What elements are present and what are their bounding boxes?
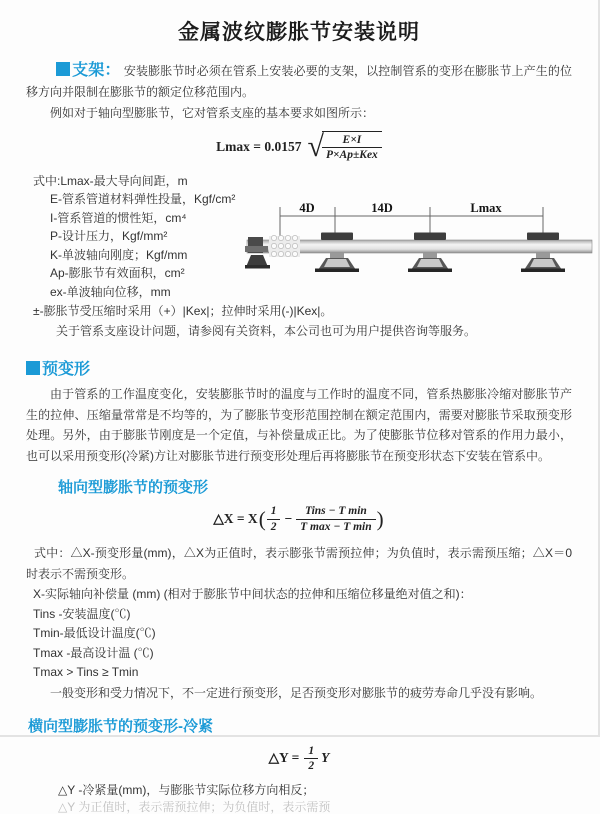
formula-axial	[26, 504, 572, 534]
formula-lateral-lhs: △Y =	[268, 750, 300, 766]
dim-label-4d: 4D	[299, 200, 315, 215]
var-line: Ap-膨胀节有效面积，cm²	[50, 266, 185, 281]
left-paren: (	[258, 506, 266, 531]
var-line: E-管系管道材料弹性投量，Kgf/cm²	[50, 192, 236, 207]
clipped-bottom-line: △Y 为正值时，表示需预拉伸；为负值时，表示需预	[58, 800, 331, 814]
formula-lmax	[26, 131, 572, 163]
page-title: 金属波纹膨胀节安装说明	[178, 21, 420, 44]
section-predeform	[26, 356, 572, 379]
lateral-description: △Y -冷紧量(mm)，与膨胀节实际位移方向相反；	[58, 783, 315, 798]
temp-numerator: Tins − T min	[304, 505, 367, 518]
axial-var-line: Tmin-最低设计温度(℃)	[33, 626, 156, 640]
lateral-subheading: 横向型膨胀节的预变形-冷紧	[28, 717, 213, 735]
radical-sign-icon: √	[307, 130, 324, 164]
lateral-half-denominator: 2	[304, 758, 318, 773]
minus-sign: −	[284, 511, 293, 527]
formula-lmax-numerator: E×I	[342, 134, 362, 146]
note-plus-minus: ±-膨胀节受压缩时采用（+）|Kex|；拉伸时采用(-)|Kex|。	[33, 304, 333, 319]
formula-lmax-denominator: P×Ap±Kex	[322, 147, 382, 162]
half-numerator: 1	[270, 505, 277, 518]
var-line: 式中:Lmax-最大导向间距，m	[33, 173, 188, 188]
support-paragraph	[26, 60, 572, 103]
formula-lateral-rhs: Y	[321, 750, 330, 766]
formula-lateral	[26, 744, 572, 774]
axial-var-line: Tmax -最高设计温 (℃)	[33, 645, 154, 660]
pipe-support-diagram-svg	[245, 200, 593, 288]
axial-var-line: X-实际轴向补偿量 (mm) (相对于膨胀节中间状态的拉伸和压缩位移量绝对值之和)：	[33, 587, 472, 601]
temp-denominator: T max − T min	[296, 519, 376, 534]
axial-description: 式中：△X-预变形量(mm)，△X为正值时，表示膨张节需预拉伸；为负值时，表示需预压缩；△X＝0时表示不需预变形。	[26, 546, 572, 581]
section-support-heading: 支架：	[72, 62, 121, 79]
half-denominator: 2	[267, 519, 281, 534]
pipe-support-diagram	[245, 200, 595, 288]
var-line: I-管系管道的惯性矩，cm⁴	[50, 210, 187, 225]
section-predeform-heading: 预变形	[42, 361, 91, 379]
var-line: K-单波轴向刚度；Kgf/mm	[50, 247, 188, 262]
var-line: P-设计压力，Kgf/mm²	[50, 229, 168, 244]
section-bullet-icon	[56, 62, 70, 76]
section-bullet-icon	[26, 361, 40, 375]
axial-note: 一般变形和受力情况下，不一定进行预变形，足否预变形对膨胀节的疲劳寿命几乎没有影响。	[50, 685, 543, 700]
support-paragraph-text: 安装膨胀节时必须在管系上安装必要的支架，以控制管系的变形在膨胀节上产生的位移方向并限制在膨胀节的额定位移范围内。	[26, 64, 572, 99]
predeform-paragraph: 由于管系的工作温度变化，安装膨胀节时的温度与工作时的温度不同，管系热膨胀冷缩对膨胀节产生的拉伸、压缩量常常是不均等的，为了膨胀节变形范围控制在额定范围内，需要对膨胀节采取预变形处理。另外，由于膨胀节刚度是一个定值，与补偿量成正比。为了使膨胀节位移对管系的作用力最小，也可以采用预变形(冷紧)方让对膨胀节进行预变形处理后再将膨胀节在预变形状态下安装在管系中。	[26, 387, 572, 463]
right-paren: )	[376, 506, 384, 531]
support-example-line: 例如对于轴向型膨胀节，它对管系支座的基本要求如图所示：	[50, 106, 375, 120]
axial-subheading: 轴向型膨胀节的预变形	[58, 479, 209, 497]
var-line: ex-单波轴向位移，mm	[50, 284, 171, 299]
dim-label-lmax: Lmax	[470, 200, 502, 215]
axial-var-line: Tmax > Tins ≥ Tmin	[33, 665, 139, 679]
sqrt-radical	[308, 131, 382, 163]
bellows-icon	[269, 235, 300, 257]
note-service: 关于管系支座设计问题，请参阅有关资料，本公司也可为用户提供咨询等服务。	[56, 324, 477, 339]
lateral-half-numerator: 1	[308, 744, 315, 757]
dim-label-14d: 14D	[371, 200, 393, 215]
axial-var-line: Tins -安装温度(℃)	[33, 606, 131, 621]
formula-axial-lhs: △X = X	[213, 511, 258, 527]
variables-and-diagram	[26, 172, 572, 302]
formula-lmax-lhs: Lmax = 0.0157	[216, 138, 302, 154]
